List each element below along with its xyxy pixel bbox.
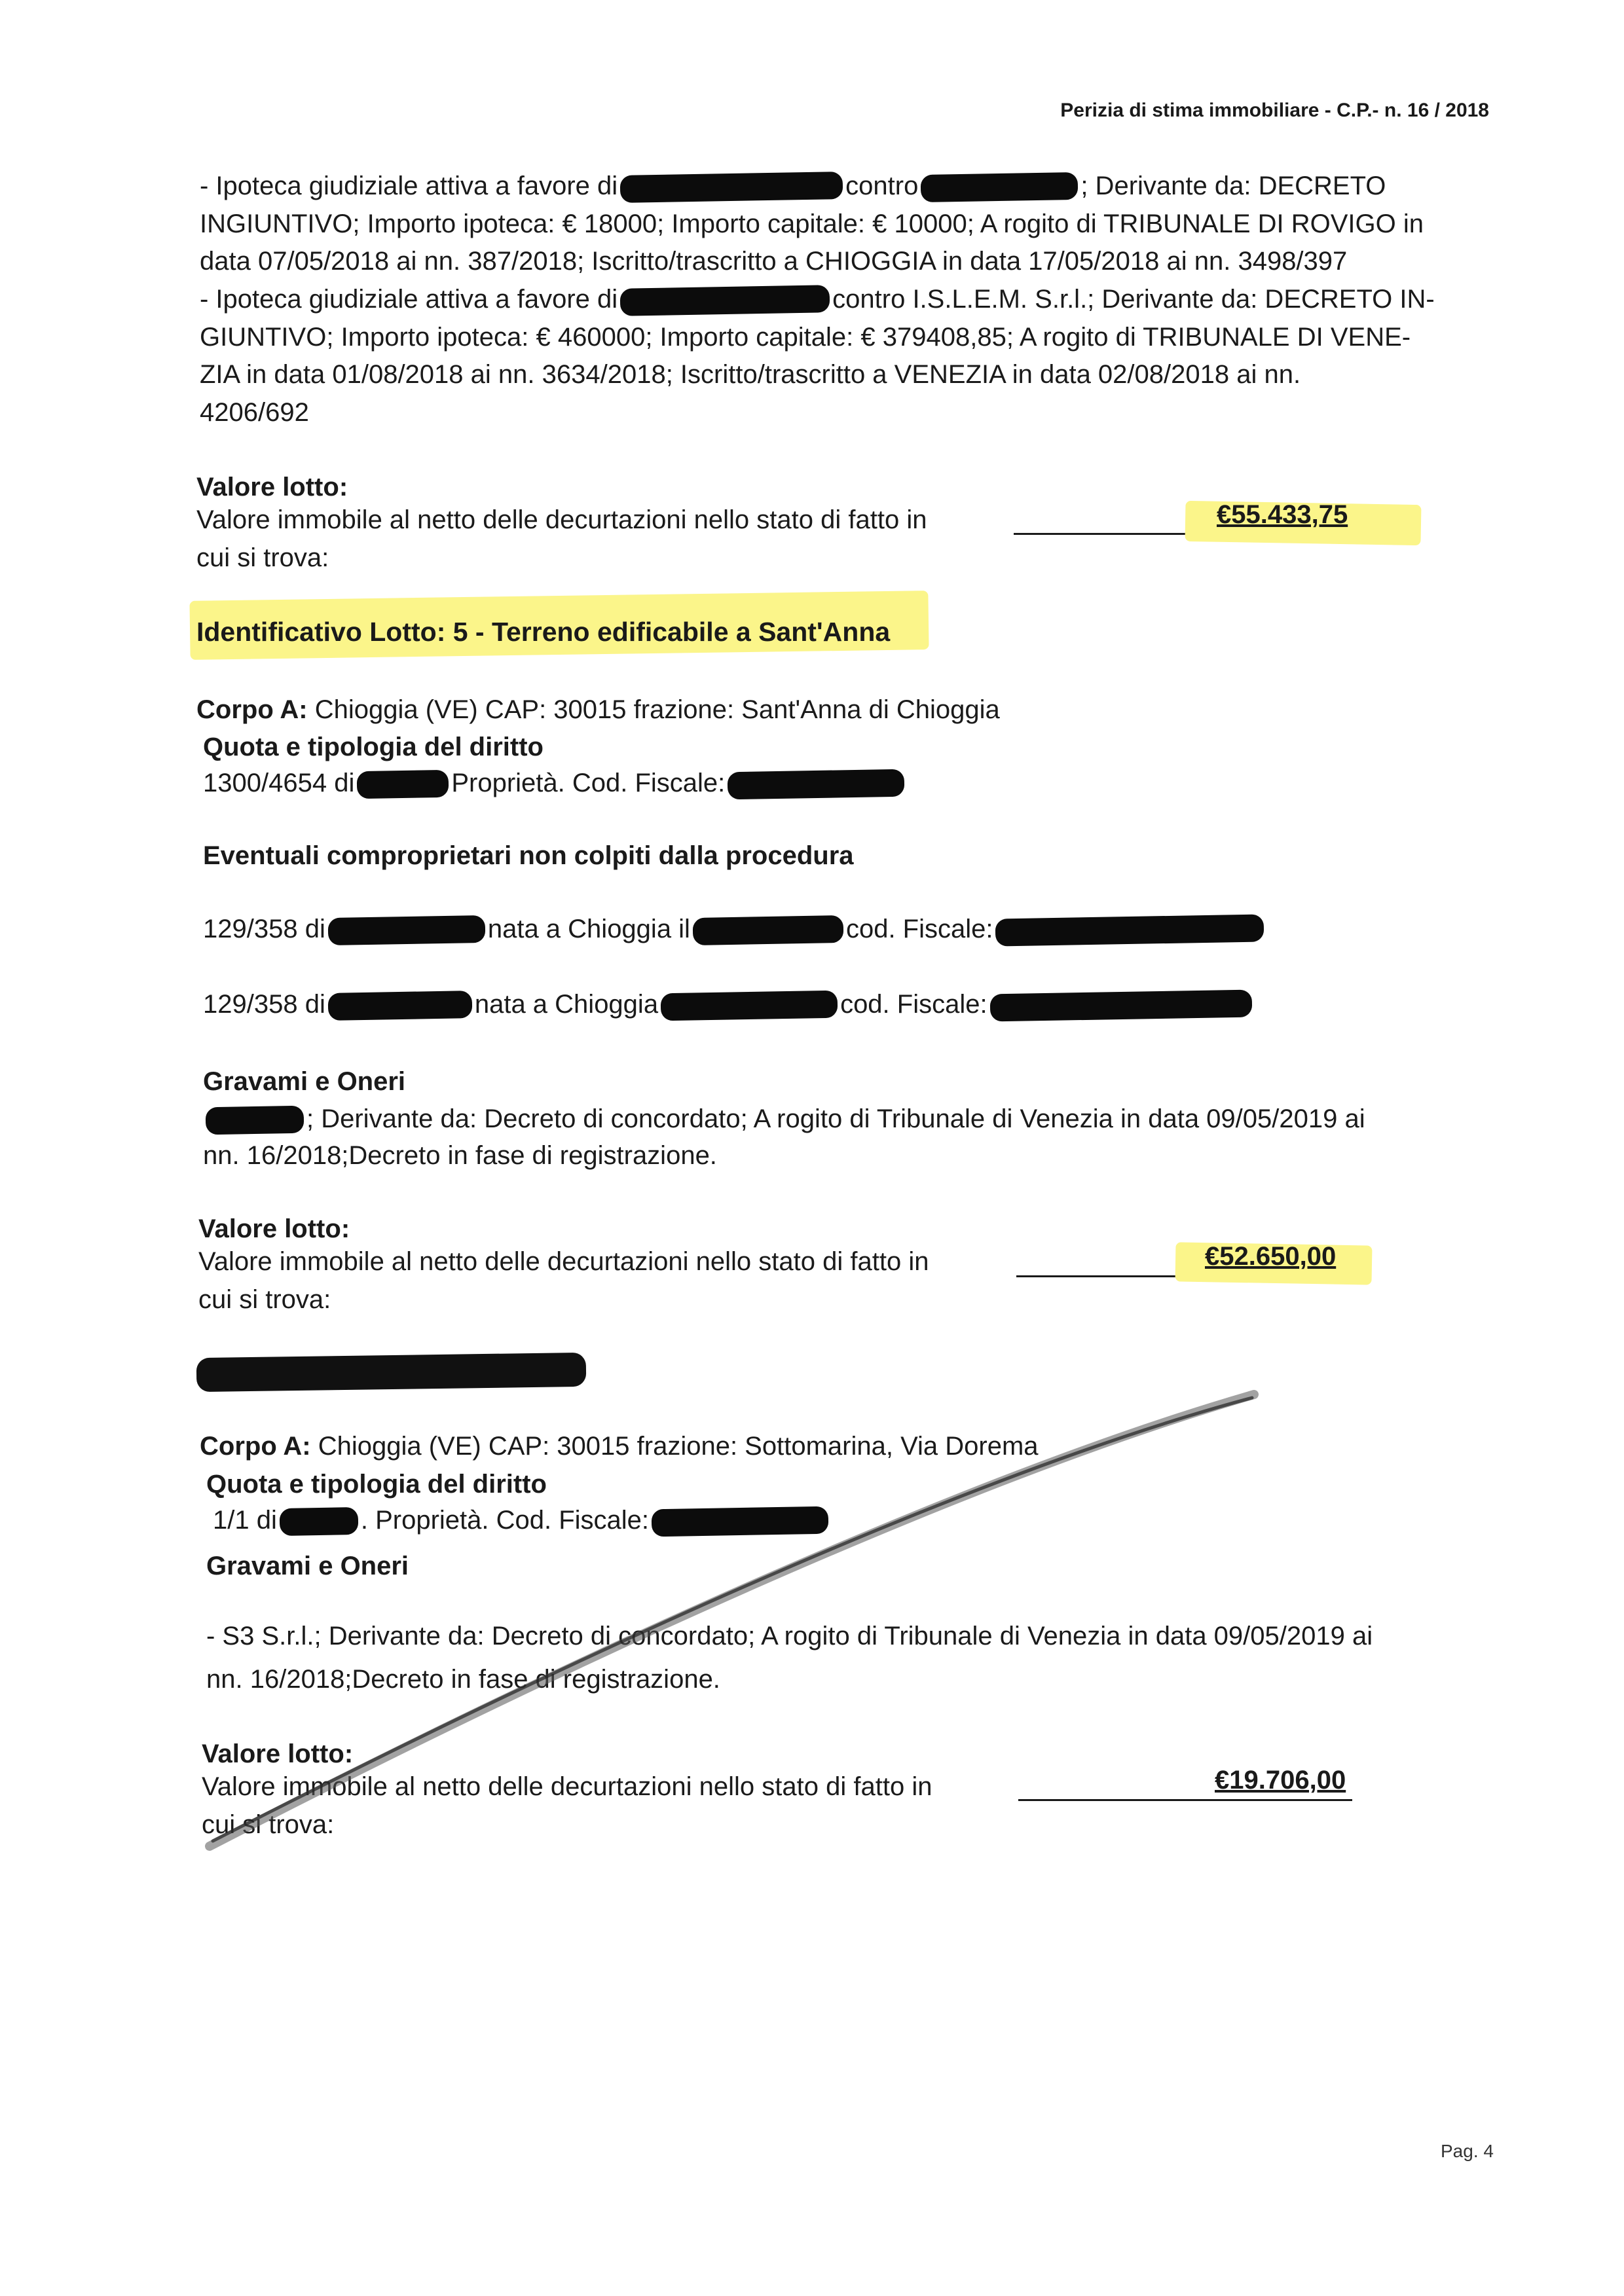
valore-lotto-label: Valore lotto: [202,1740,354,1768]
lotto-5-quota-label: Quota e tipologia del diritto [203,733,544,761]
valore-lotto-text: Valore immobile al netto delle decurtazioni nello stato di fatto in [196,505,927,534]
lotto-value-amount: €19.706,00 [1215,1766,1346,1795]
valore-lotto-text: Valore immobile al netto delle decurtazioni nello stato di fatto in [202,1772,932,1801]
ipoteca-2-line-4: 4206/692 [200,398,309,427]
lotto-6-quota: 1/1 di . Proprietà. Cod. Fiscale: [213,1501,831,1539]
document-header: Perizia di stima immobiliare - C.P.- n. 16 / 2018 [1060,100,1489,121]
ipoteca-2-line-2: GIUNTIVO; Importo ipoteca: € 460000; Importo capitale: € 379408,85; A rogito di TRIBUNALE DI VENE- [200,323,1411,352]
valore-lotto-label: Valore lotto: [198,1214,350,1243]
page-number: Pag. 4 [1441,2141,1494,2161]
comproprietario-2: 129/358 di nata a Chioggia cod. Fiscale: [203,985,1255,1023]
ipoteca-1-line-2: INGIUNTIVO; Importo ipoteca: € 18000; Importo capitale: € 10000; A rogito di TRIBUNALE DI ROVIGO in [200,210,1424,238]
ipoteca-1-line-1: - Ipoteca giudiziale attiva a favore di contro ; Derivante da: DECRETO [200,167,1386,205]
gravami-line-2: nn. 16/2018;Decreto in fase di registrazione. [203,1141,717,1170]
gravami-line-1: ; Derivante da: Decreto di concordato; A rogito di Tribunale di Venezia in data 09/05/2019 ai [203,1100,1365,1138]
lotto-6-quota-label: Quota e tipologia del diritto [206,1470,547,1499]
lotto-5-title: Identificativo Lotto: 5 - Terreno edificabile a Sant'Anna [196,617,891,647]
valore-lotto-text: Valore immobile al netto delle decurtazioni nello stato di fatto in [198,1247,929,1276]
valore-lotto-text: cui si trova: [198,1285,331,1314]
gravami-label: Gravami e Oneri [206,1552,409,1580]
lotto-6-corpo: Corpo A: Chioggia (VE) CAP: 30015 frazione: Sottomarina, Via Dorema [200,1432,1039,1461]
valore-lotto-text: cui si trova: [196,543,329,572]
ipoteca-1-line-3: data 07/05/2018 ai nn. 387/2018; Iscritto/trascritto a CHIOGGIA in data 17/05/2018 ai nn. 3498/397 [200,247,1348,276]
gravami-label: Gravami e Oneri [203,1067,406,1096]
strike-line-inner [213,1398,1252,1841]
lotto-value-amount: €52.650,00 [1205,1242,1337,1271]
strike-line [210,1394,1254,1846]
lotto-5-quota: 1300/4654 di Proprietà. Cod. Fiscale: [203,764,907,802]
lotto-value-amount: €55.433,75 [1217,500,1348,529]
comproprietari-label: Eventuali comproprietari non colpiti dalla procedura [203,841,854,870]
comproprietario-1: 129/358 di nata a Chioggia il cod. Fiscale: [203,910,1266,948]
ipoteca-2-line-1: - Ipoteca giudiziale attiva a favore di contro I.S.L.E.M. S.r.l.; Derivante da: DECRETO IN- [200,280,1435,318]
gravami-line-2: nn. 16/2018;Decreto in fase di registrazione. [206,1665,720,1694]
valore-lotto-text: cui si trova: [202,1810,335,1839]
valore-lotto-label: Valore lotto: [196,473,348,501]
gravami-line-1: - S3 S.r.l.; Derivante da: Decreto di concordato; A rogito di Tribunale di Venezia in data 09/05/2019 ai [206,1622,1373,1650]
lotto-5-corpo: Corpo A: Chioggia (VE) CAP: 30015 frazione: Sant'Anna di Chioggia [196,695,1000,724]
ipoteca-2-line-3: ZIA in data 01/08/2018 ai nn. 3634/2018; Iscritto/trascritto a VENEZIA in data 02/08/2018 ai nn. [200,360,1301,389]
